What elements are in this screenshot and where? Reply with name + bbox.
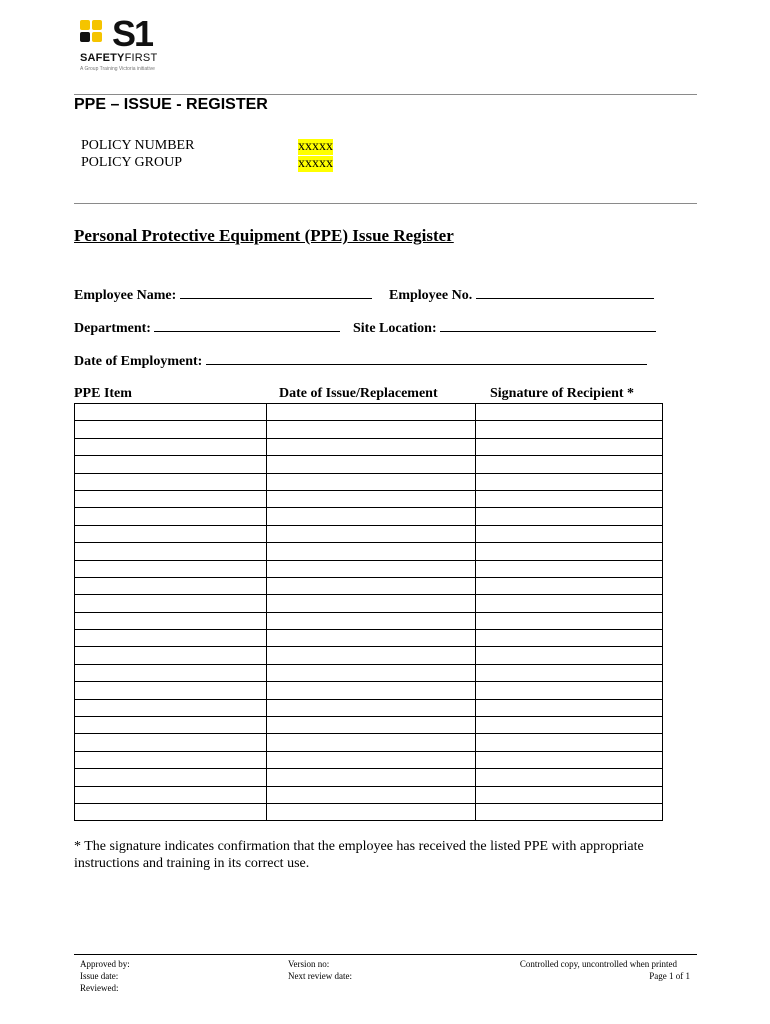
table-row — [75, 421, 663, 438]
ppe-item-cell[interactable] — [75, 786, 267, 803]
signature-cell[interactable] — [476, 734, 663, 751]
employee-name-label: Employee Name: — [74, 288, 177, 303]
ppe-item-cell[interactable] — [75, 508, 267, 525]
ppe-item-cell[interactable] — [75, 751, 267, 768]
table-row — [75, 473, 663, 490]
ppe-item-cell[interactable] — [75, 699, 267, 716]
logo-square-yellow-3 — [92, 32, 102, 42]
signature-cell[interactable] — [476, 630, 663, 647]
date-of-issue-cell[interactable] — [266, 404, 476, 421]
footer-version-no: Version no: — [288, 959, 330, 969]
date-of-issue-cell[interactable] — [266, 421, 476, 438]
ppe-item-cell[interactable] — [75, 803, 267, 820]
ppe-item-cell[interactable] — [75, 438, 267, 455]
date-of-issue-cell[interactable] — [266, 664, 476, 681]
logo-square-yellow-2 — [92, 20, 102, 30]
ppe-item-cell[interactable] — [75, 577, 267, 594]
footer-approved-by: Approved by: — [80, 959, 130, 969]
date-of-issue-cell[interactable] — [266, 543, 476, 560]
column-header-ppe-item: PPE Item — [74, 386, 132, 401]
logo-square-dark-1 — [80, 32, 90, 42]
signature-cell[interactable] — [476, 404, 663, 421]
date-of-employment-blank[interactable] — [206, 352, 647, 365]
table-row — [75, 404, 663, 421]
date-of-employment-field — [74, 352, 647, 370]
table-row — [75, 508, 663, 525]
table-row — [75, 664, 663, 681]
date-of-issue-cell[interactable] — [266, 647, 476, 664]
ppe-item-cell[interactable] — [75, 717, 267, 734]
date-of-issue-cell[interactable] — [266, 473, 476, 490]
signature-cell[interactable] — [476, 647, 663, 664]
table-row — [75, 734, 663, 751]
safety-first-logo — [80, 13, 160, 80]
logo-brand-bold: SAFETY — [80, 52, 125, 64]
employee-no-field — [389, 286, 654, 304]
table-row — [75, 699, 663, 716]
table-row — [75, 630, 663, 647]
date-of-issue-cell[interactable] — [266, 595, 476, 612]
document-title: PPE – ISSUE - REGISTER — [74, 96, 268, 113]
table-row — [75, 682, 663, 699]
signature-cell[interactable] — [476, 473, 663, 490]
date-of-issue-cell[interactable] — [266, 717, 476, 734]
date-of-issue-cell[interactable] — [266, 612, 476, 629]
footer-divider — [74, 954, 697, 955]
signature-cell[interactable] — [476, 577, 663, 594]
footer-page-number: Page 1 of 1 — [649, 971, 690, 981]
signature-cell[interactable] — [476, 717, 663, 734]
date-of-issue-cell[interactable] — [266, 769, 476, 786]
site-location-field — [353, 319, 656, 337]
ppe-item-cell[interactable] — [75, 630, 267, 647]
signature-cell[interactable] — [476, 786, 663, 803]
ppe-item-cell[interactable] — [75, 682, 267, 699]
table-row — [75, 577, 663, 594]
employee-name-field — [74, 286, 372, 304]
logo-square-yellow-1 — [80, 20, 90, 30]
header-divider-top — [74, 94, 697, 95]
logo-mark: S1 — [112, 13, 153, 54]
table-row — [75, 525, 663, 542]
employee-no-label: Employee No. — [389, 288, 473, 303]
footer-issue-date: Issue date: — [80, 971, 119, 981]
signature-note: * The signature indicates confirmation that the employee has received the listed PPE with appropriate instructions and training in its correct use. — [74, 839, 644, 871]
employee-name-blank[interactable] — [180, 286, 372, 299]
signature-cell[interactable] — [476, 803, 663, 820]
policy-group-value: xxxxx — [298, 156, 333, 171]
footer-controlled-copy: Controlled copy, uncontrolled when printed — [519, 959, 677, 969]
signature-cell[interactable] — [476, 508, 663, 525]
date-of-issue-cell[interactable] — [266, 508, 476, 525]
form-title: Personal Protective Equipment (PPE) Issue Register — [74, 226, 454, 245]
policy-group-label: POLICY GROUP — [81, 155, 182, 170]
table-row — [75, 786, 663, 803]
footer-next-review-date: Next review date: — [288, 971, 352, 981]
site-location-label: Site Location: — [353, 321, 437, 336]
table-row — [75, 560, 663, 577]
policy-number-value: xxxxx — [298, 139, 333, 154]
signature-cell[interactable] — [476, 595, 663, 612]
header-divider-bottom — [74, 203, 697, 204]
table-row — [75, 490, 663, 507]
ppe-item-cell[interactable] — [75, 421, 267, 438]
ppe-item-cell[interactable] — [75, 664, 267, 681]
table-row — [75, 456, 663, 473]
ppe-item-cell[interactable] — [75, 525, 267, 542]
date-of-issue-cell[interactable] — [266, 456, 476, 473]
column-header-date-of-issue: Date of Issue/Replacement — [279, 386, 438, 401]
signature-cell[interactable] — [476, 751, 663, 768]
ppe-item-cell[interactable] — [75, 734, 267, 751]
signature-cell[interactable] — [476, 490, 663, 507]
table-row — [75, 717, 663, 734]
policy-number-label: POLICY NUMBER — [81, 138, 195, 153]
date-of-issue-cell[interactable] — [266, 699, 476, 716]
department-blank[interactable] — [154, 319, 340, 332]
ppe-item-cell[interactable] — [75, 612, 267, 629]
date-of-issue-cell[interactable] — [266, 630, 476, 647]
ppe-item-cell[interactable] — [75, 560, 267, 577]
date-of-issue-cell[interactable] — [266, 786, 476, 803]
department-field — [74, 319, 340, 337]
ppe-item-cell[interactable] — [75, 543, 267, 560]
logo-brand — [80, 52, 157, 64]
date-of-issue-cell[interactable] — [266, 438, 476, 455]
signature-cell[interactable] — [476, 612, 663, 629]
site-location-blank[interactable] — [440, 319, 656, 332]
date-of-issue-cell[interactable] — [266, 682, 476, 699]
column-header-signature: Signature of Recipient * — [490, 386, 635, 401]
table-row — [75, 543, 663, 560]
ppe-item-cell[interactable] — [75, 490, 267, 507]
date-of-issue-cell[interactable] — [266, 751, 476, 768]
ppe-item-cell[interactable] — [75, 456, 267, 473]
ppe-item-cell[interactable] — [75, 647, 267, 664]
date-of-issue-cell[interactable] — [266, 734, 476, 751]
logo-brand-thin: FIRST — [124, 52, 158, 64]
ppe-register-table — [74, 403, 663, 821]
date-of-issue-cell[interactable] — [266, 560, 476, 577]
signature-cell[interactable] — [476, 699, 663, 716]
signature-cell[interactable] — [476, 560, 663, 577]
ppe-item-cell[interactable] — [75, 769, 267, 786]
table-row — [75, 647, 663, 664]
table-row — [75, 438, 663, 455]
ppe-register-body — [75, 404, 663, 821]
table-row — [75, 595, 663, 612]
ppe-item-cell[interactable] — [75, 473, 267, 490]
date-of-issue-cell[interactable] — [266, 525, 476, 542]
table-row — [75, 612, 663, 629]
ppe-item-cell[interactable] — [75, 404, 267, 421]
logo-tagline: A Group Training Victoria initiative — [80, 66, 155, 72]
signature-cell[interactable] — [476, 438, 663, 455]
signature-cell[interactable] — [476, 769, 663, 786]
date-of-issue-cell[interactable] — [266, 577, 476, 594]
signature-cell[interactable] — [476, 664, 663, 681]
signature-cell[interactable] — [476, 543, 663, 560]
date-of-issue-cell[interactable] — [266, 803, 476, 820]
table-row — [75, 751, 663, 768]
date-of-employment-label: Date of Employment: — [74, 354, 203, 369]
table-row — [75, 803, 663, 820]
employee-no-blank[interactable] — [476, 286, 654, 299]
table-row — [75, 769, 663, 786]
date-of-issue-cell[interactable] — [266, 490, 476, 507]
footer-reviewed: Reviewed: — [80, 983, 119, 993]
signature-cell[interactable] — [476, 525, 663, 542]
department-label: Department: — [74, 321, 151, 336]
ppe-item-cell[interactable] — [75, 595, 267, 612]
signature-cell[interactable] — [476, 682, 663, 699]
signature-cell[interactable] — [476, 421, 663, 438]
signature-cell[interactable] — [476, 456, 663, 473]
